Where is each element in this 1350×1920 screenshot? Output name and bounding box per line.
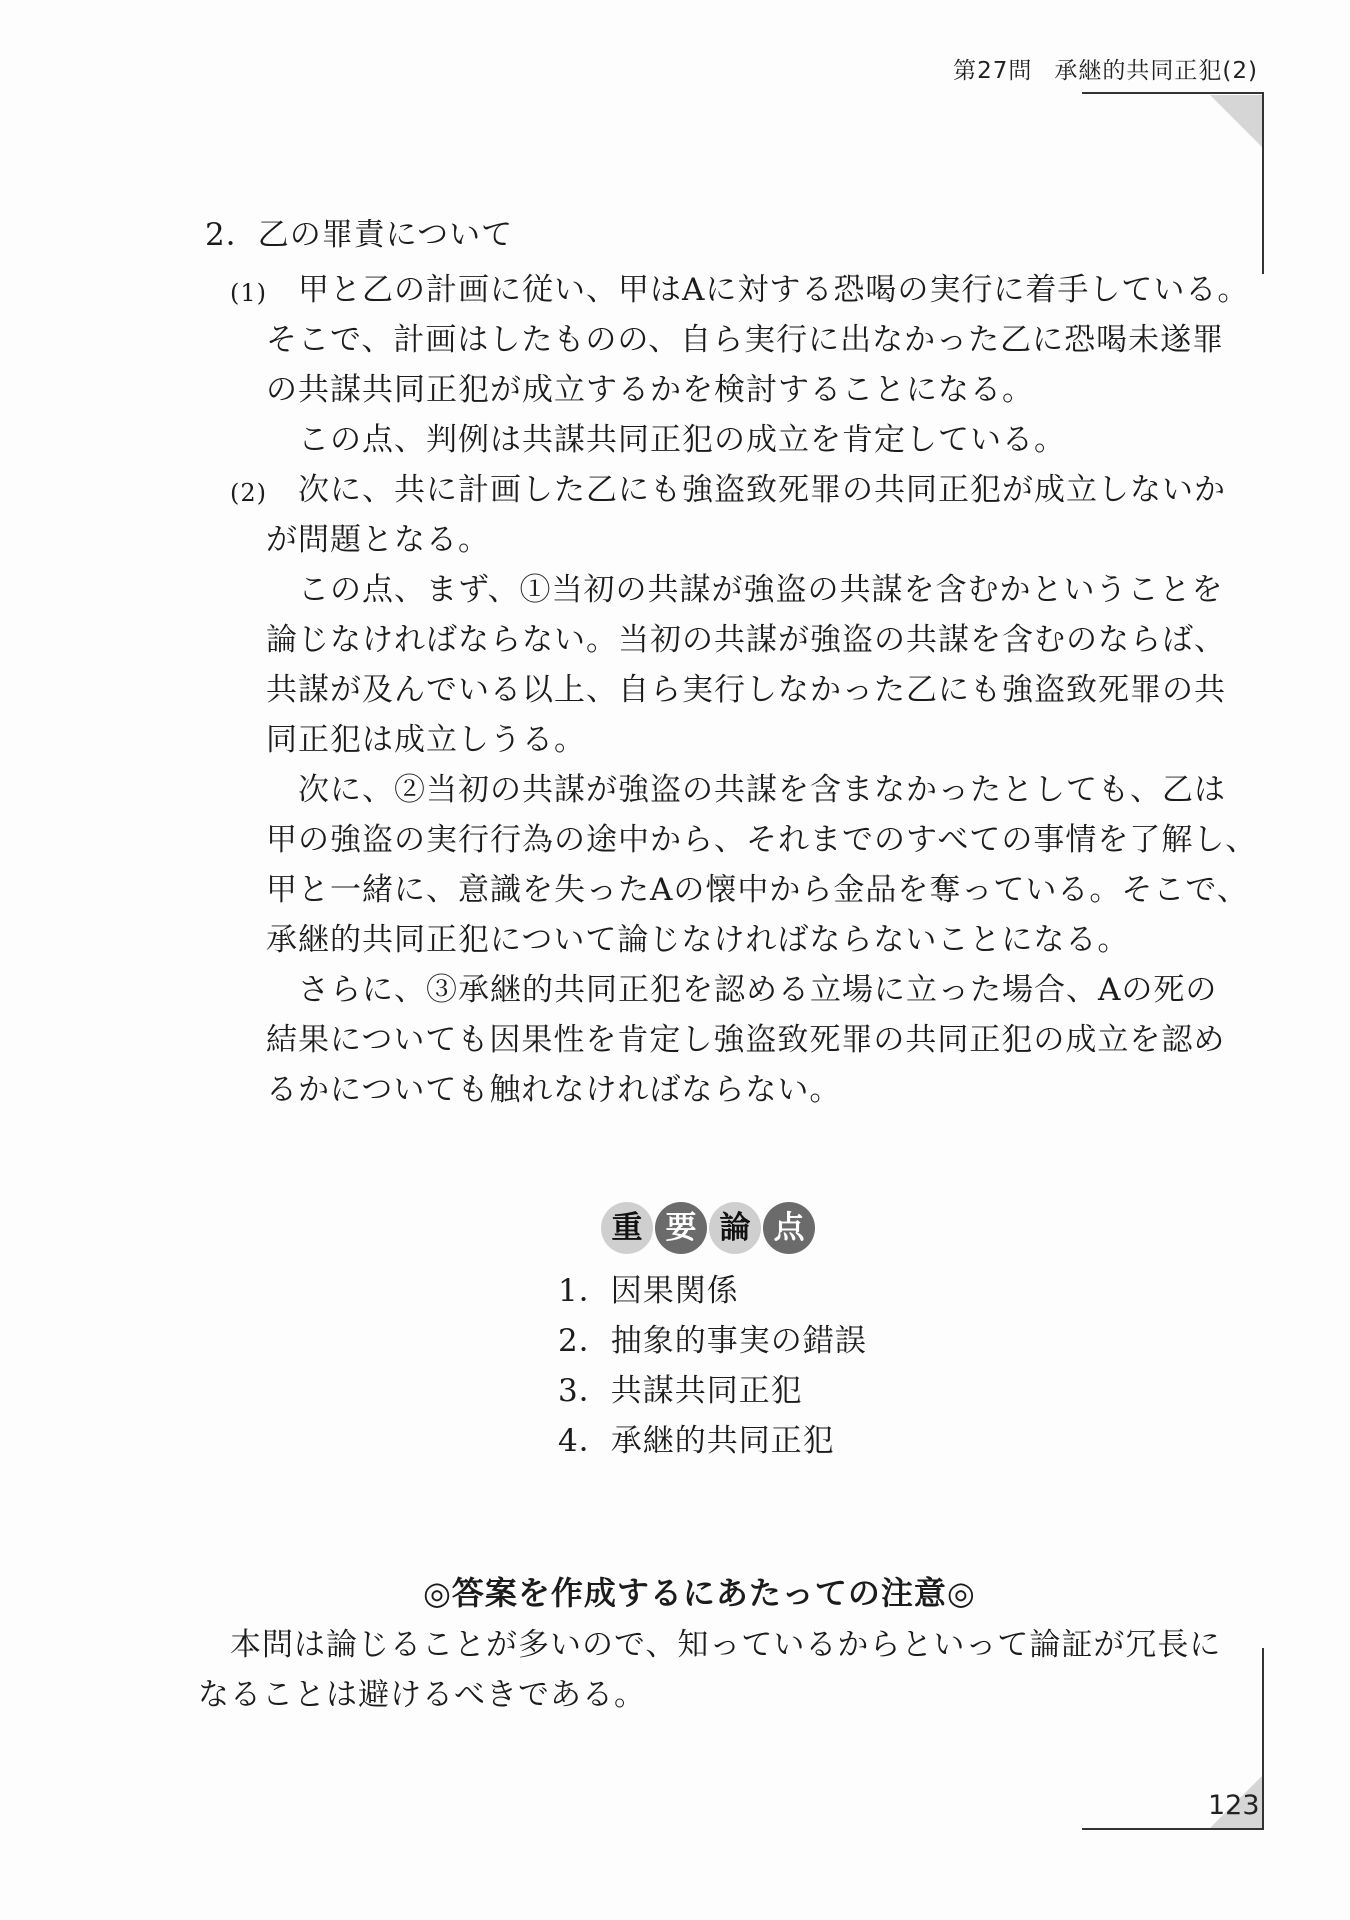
sub2-line-4: 論じなければならない。当初の共謀が強盗の共謀を含むのならば、	[266, 622, 1226, 658]
sub2-line-9: 甲と一緒に、意識を失ったAの懐中から金品を奪っている。そこで、	[266, 872, 1249, 908]
key-point-item: 1．因果関係	[558, 1273, 739, 1309]
notes-line-2: なることは避けるべきである。	[198, 1677, 646, 1713]
sub2-line-8: 甲の強盗の実行行為の途中から、それまでのすべての事情を了解し、	[266, 822, 1258, 858]
sub1-line-4: この点、判例は共謀共同正犯の成立を肯定している。	[298, 422, 1066, 458]
key-point-item: 3．共謀共同正犯	[558, 1373, 803, 1409]
sub2-line-1: 次に、共に計画した乙にも強盗致死罪の共同正犯が成立しないか	[298, 472, 1226, 508]
sub2-line-11: さらに、③承継的共同正犯を認める立場に立った場合、Aの死の	[298, 972, 1218, 1008]
sub2-line-10: 承継的共同正犯について論じなければならないことになる。	[266, 922, 1130, 958]
sub2-line-7: 次に、②当初の共謀が強盗の共謀を含まなかったとしても、乙は	[298, 772, 1226, 808]
sub1-line-3: の共謀共同正犯が成立するかを検討することになる。	[266, 372, 1034, 408]
sub2-line-2: が問題となる。	[266, 522, 490, 558]
notes-title: ◎答案を作成するにあたっての注意◎	[423, 1574, 976, 1612]
sub2-line-3: この点、まず、①当初の共謀が強盗の共謀を含むかということを	[298, 572, 1224, 608]
key-points-char-1: 重	[601, 1202, 653, 1254]
footer-vertical-rule	[1262, 1648, 1264, 1830]
sub1-number: (1)	[230, 279, 267, 307]
sub2-line-5: 共謀が及んでいる以上、自ら実行しなかった乙にも強盗致死罪の共	[266, 672, 1226, 708]
key-point-item: 4．承継的共同正犯	[558, 1423, 835, 1459]
sub2-line-12: 結果についても因果性を肯定し強盗致死罪の共同正犯の成立を認め	[266, 1022, 1226, 1058]
notes-line-1: 本問は論じることが多いので、知っているからといって論証が冗長に	[230, 1627, 1222, 1663]
footer-rule	[1082, 1828, 1264, 1830]
sub2-number: (2)	[230, 479, 267, 507]
key-points-list	[558, 1266, 867, 1466]
header-corner-triangle	[1210, 95, 1262, 147]
header-rule	[1082, 92, 1264, 94]
header-title: 承継的共同正犯(2)	[1054, 58, 1258, 84]
key-points-char-3: 論	[709, 1202, 761, 1254]
key-points-char-2: 要	[655, 1202, 707, 1254]
page-number: 123	[1208, 1790, 1260, 1821]
key-points-char-4: 点	[763, 1202, 815, 1254]
sub2-line-13: るかについても触れなければならない。	[266, 1072, 842, 1108]
sub1-line-1: 甲と乙の計画に従い、甲はAに対する恐喝の実行に着手している。	[298, 272, 1250, 308]
sub1-line-2: そこで、計画はしたものの、自ら実行に出なかった乙に恐喝未遂罪	[266, 322, 1225, 358]
sub2-line-6: 同正犯は成立しうる。	[266, 722, 586, 758]
key-points-title	[601, 1202, 817, 1258]
header-vertical-rule	[1262, 92, 1264, 274]
running-header	[953, 52, 1258, 85]
section-heading: 2．乙の罪責について	[205, 217, 514, 253]
problem-number: 第27問	[953, 58, 1033, 84]
key-point-item: 2．抽象的事実の錯誤	[558, 1323, 867, 1359]
